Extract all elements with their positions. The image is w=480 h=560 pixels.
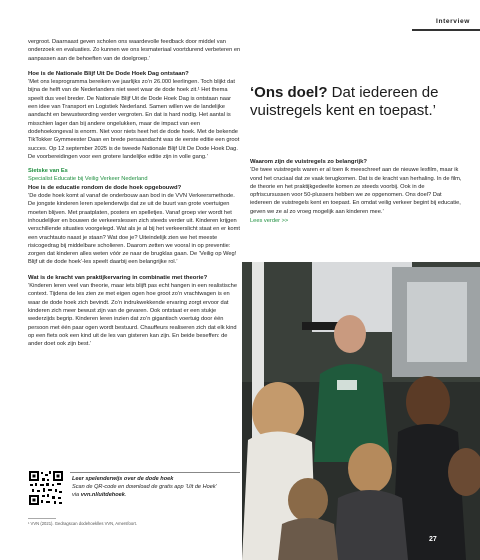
answer-3: ‘Kinderen leren veel van theorie, maar iets blijft pas echt hangen in een realistische context. Tijdens de les zien ze met eigen ogen hoe groot zo’n vrachtwagen is en waar de dode hoek zich bevindt. Zo’n indrukwekkende ervaring zorgt ervoor dat kinderen zich meer bewust zijn van de gevaren. Ook ontstaat er een stukje wederzijds begrip. Kinderen leren inzien dat zo’n gigantisch voertuig door één persoon met één paar ogen wordt bestuurd. Chauffeurs realiseren zich dat elk kind op een fiets ook een kind uit de les van gisteren kan zijn. En beide beseffen: de ander doet ook zijn best.’ <box>28 283 237 348</box>
qr-via-prefix: via <box>72 491 81 498</box>
qr-title: Leer spelenderwijs over de dode hoek <box>72 476 174 482</box>
pull-quote-bold: ‘Ons doel? <box>250 84 328 101</box>
read-more-link[interactable]: Lees verder >> <box>250 218 289 225</box>
question-1: Hoe is de Nationale Blijf Uit De Dode Hoek Dag ontstaan? <box>28 70 189 77</box>
answer-2: ‘De dode hoek komt al vanaf de onderbouw aan bod in de VVN Verkeersmethode. De jongste kinderen leren spelenderwijs dat ze uit de buurt van grote voertuigen moeten blijven. Met praatplaten, posters en spelletjes. Vanaf groep vier wordt het inhoudelijker en bouwen de verkeerslessen zich steeds verder uit. Kinderen krijgen verschillende situaties voorgelegd. Wat als je al bij het verkeerslicht staat en er komt een vrachtauto naast je staan? Wat doe je? Uiteindelijk zien we het meeste risicogedrag bij middelbare scholieren. Daarom zetten we vooral in op preventie: zorgen dat kinderen alles weten vóór ze naar de brugklas gaan. De ‘Veilig op Weg! Blijf uit de dode hoek’-les speelt daarbij een belangrijke rol.’ <box>28 193 240 266</box>
section-label: Interview <box>436 18 470 25</box>
truck-lesson-photo <box>242 262 480 560</box>
person-name: Sietske van Es <box>28 168 68 175</box>
left-column <box>28 38 242 348</box>
pull-quote-rest: Dat iedereen de vuistregels kent en toepast.’ <box>250 84 439 119</box>
right-column <box>250 158 462 225</box>
answer-1: ‘Met ons lesprogramma bereiken we jaarlijks zo’n 26.000 leerlingen. Toch blijkt dat bijna de helft van de Nederlanders niet weet waar de dode hoek zit.¹ Het thema speelt dus veel breder. De Nationale Blijf Uit de Dode Hoek Dag is ontstaan naar een idee van Transport en Logistiek Nederland. Samen willen we de landelijke aandacht en bewustwording verder vergroten. En dat is hard nodig. Het aantal is misschien lager dan bij andere ongelukken, maar de impact van een dodehoekongeval is enorm. Niet voor niets heet het de dode hoek. Met de bekende TikTokker Gymmeester Daan en brede persaandacht was de eerste editie een groot succes. Op 12 september 2025 is de tweede Nationale Blijf Uit De Dode Hoek Dag. De voorbereidingen voor een grotere landelijke editie zijn in volle gang.’ <box>28 79 240 160</box>
page-number: 27 <box>429 536 437 543</box>
qr-via-suffix: . <box>124 491 127 498</box>
question-2: Hoe is de educatie rondom de dode hoek opgebouwd? <box>28 184 182 191</box>
qr-code[interactable] <box>28 470 64 506</box>
pull-quote <box>250 84 456 119</box>
qr-link[interactable]: vvn.nl/uitdehoek <box>80 491 125 498</box>
qr-via-line <box>72 492 240 500</box>
qr-instruction: Scan de QR-code en download de gratis app ‘Uit de Hoek’ <box>72 483 217 490</box>
question-4: Waarom zijn de vuistregels zo belangrijk? <box>250 159 367 165</box>
qr-divider <box>70 472 240 473</box>
qr-callout <box>72 476 240 499</box>
answer-4: ‘De twee vuistregels waren er al toen ik meeschreef aan de nieuwe lesfilm, maar ik vond het cruciaal dat ze vaak terugkomen. Dat is de kracht van herhaling. In de film, de theorie en het praktijkgedeelte komen ze steeds voorbij. Ook in de opfriscursussen voor 50-plussers hebben we ze opgenomen. Ons doel? Dat iedereen de vuistregels kent en toepast. En omdat veilig verkeer begint bij educatie, geven we ze al zo vroeg mogelijk aan kinderen mee.’ <box>250 167 462 215</box>
intro-paragraph: vergroot. Daarnaast geven scholen ons waardevolle feedback door middel van onderzoek en evaluaties. Zo kunnen we ons lesmateriaal voortdurend verbeteren en aanpassen aan de behoeften van de doelgroep.’ <box>28 39 241 62</box>
section-rule <box>412 29 480 31</box>
footnote-rule <box>28 518 56 519</box>
question-3: Wat is de kracht van praktijkervaring in combinatie met theorie? <box>28 274 208 281</box>
footnote: ¹ VVN (2021). Gedragscan dodehoeklles VVN, Amersfoort. <box>28 521 137 526</box>
person-role: Specialist Educatie bij Veilig Verkeer Nederland <box>28 176 148 183</box>
